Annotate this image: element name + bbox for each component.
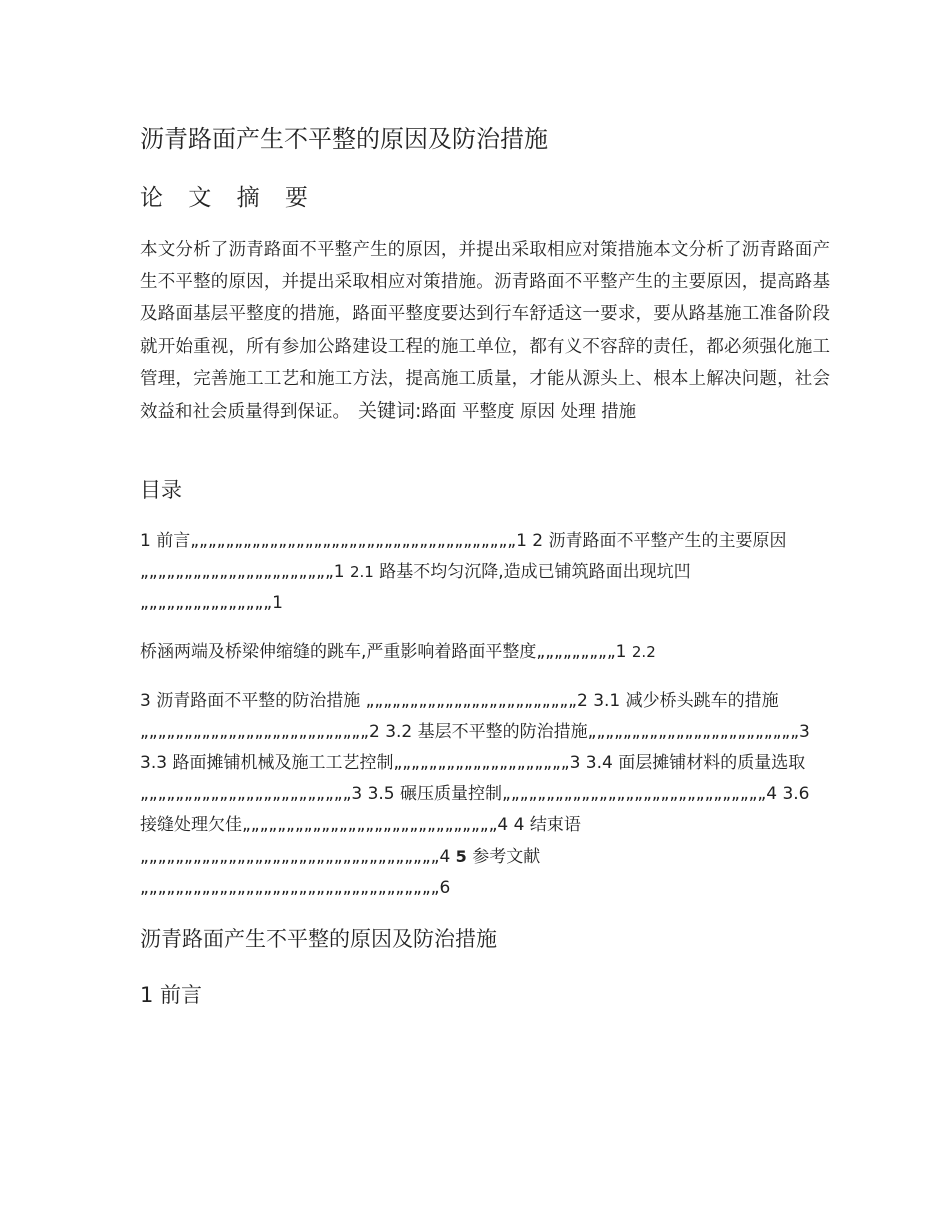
abstract-heading: 论 文 摘 要 [140, 185, 317, 211]
toc-paragraph-1 [140, 526, 830, 619]
section-title: 沥青路面产生不平整的原因及防治措施 [140, 927, 497, 951]
toc-entry-text: 1 前言„„„„„„„„„„„„„„„„„„„„„„„„„„„„„„„„„„„„„1 2 沥青路面不平整产生的主要原因„„„„„„„„„„„„„„„„„„„„„„1 [140, 531, 787, 582]
toc-heading: 目录 [140, 478, 182, 502]
document-title: 沥青路面产生不平整的原因及防治措施 [140, 125, 548, 153]
keywords-label: 关键词: [358, 400, 422, 423]
toc-entry-text: 3 沥青路面不平整的防治措施 „„„„„„„„„„„„„„„„„„„„„„„„2 3.1 减少桥头跳车的措施„„„„„„„„„„„„„„„„„„„„„„„„„„2 3.2 基层不平整的防治措施„„„„„„„„„„„„„„„„„„„„„„„„3 3.3 路面摊铺机械及施工工艺控制„„„„„„„„„„„„„„„„„„„„3 3.4 面层摊铺材料的质量选取„„„„„„„„„„„„„„„„„„„„„„„„3 3.5 碾压质量控制„„„„„„„„„„„„„„„„„„„„„„„„„„„„„„4 3.6 接缝处理欠佳„„„„„„„„„„„„„„„„„„„„„„„„„„„„„4 4 结束语„„„„„„„„„„„„„„„„„„„„„„„„„„„„„„„„„„4 [140, 691, 816, 867]
toc-entry-text: 路基不均匀沉降,造成已铺筑路面出现坑凹„„„„„„„„„„„„„„„1 [140, 562, 691, 613]
abstract-paragraph [140, 234, 830, 428]
toc-paragraph-2 [140, 637, 830, 668]
section-heading-preface: 1 前言 [140, 983, 203, 1007]
keywords-value: 路面 平整度 原因 处理 措施 [421, 402, 637, 423]
toc-entry-number: 2.1 [349, 563, 374, 581]
toc-entry-text: 参考文献 „„„„„„„„„„„„„„„„„„„„„„„„„„„„„„„„„„6 [140, 847, 546, 898]
toc-entry-number: 5 [455, 847, 467, 866]
toc-paragraph-3 [140, 686, 830, 904]
toc-entry-text: 桥涵两端及桥梁伸缩缝的跳车,严重影响着路面平整度„„„„„„„„„1 [140, 642, 632, 662]
abstract-text: 本文分析了沥青路面不平整产生的原因，并提出采取相应对策措施本文分析了沥青路面产生不平整的原因，并提出采取相应对策措施。沥青路面不平整产生的主要原因，提高路基及路面基层平整度的措施，路面平整度要达到行车舒适这一要求，要从路基施工准备阶段就开始重视，所有参加公路建设工程的施工单位，都有义不容辞的责任，都必须强化施工管理，完善施工工艺和施工方法，提高施工质量，才能从源头上、根本上解决问题，社会效益和社会质量得到保证。 [140, 240, 830, 423]
toc-entry-number: 2.2 [631, 643, 656, 661]
